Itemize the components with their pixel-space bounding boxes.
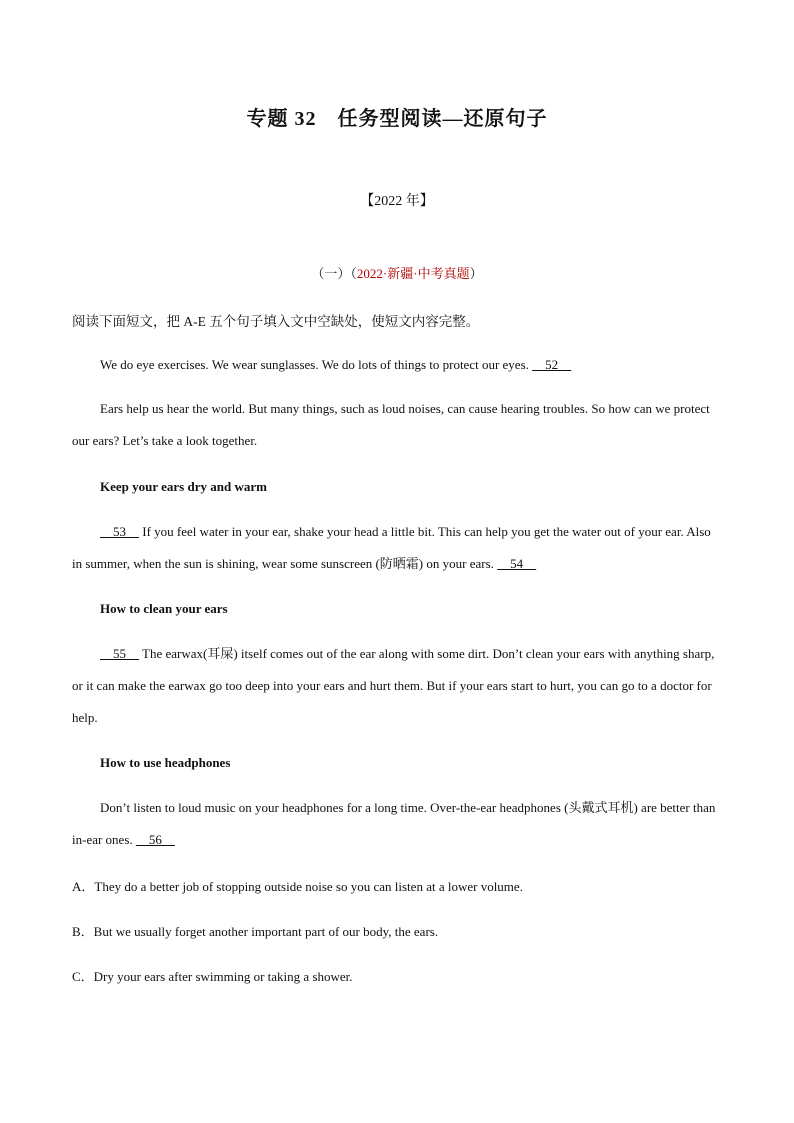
- option-a: A．They do a better job of stopping outside noise so you can listen at a lower volume.: [72, 879, 523, 894]
- option-b: B．But we usually forget another important part of our body, the ears.: [72, 924, 439, 939]
- subheading-clean: How to clean your ears: [100, 601, 228, 616]
- paragraph-5: [72, 792, 722, 856]
- option-c: C．Dry your ears after swimming or taking a shower.: [72, 969, 353, 984]
- blank-53: 53: [100, 524, 139, 539]
- paragraph-5-text: Don’t listen to loud music on your headphones for a long time. Over-the-ear headphones (头戴式耳机) are better than in-ear ones.: [72, 800, 716, 847]
- blank-56: 56: [135, 832, 175, 847]
- paragraph-1-text: We do eye exercises. We wear sunglasses. We do lots of things to protect our eyes.: [100, 357, 533, 372]
- blank-52: 52: [532, 357, 572, 372]
- source-prefix: （一）（: [311, 266, 357, 281]
- paragraph-3: [72, 516, 722, 580]
- page-title: 专题 32 任务型阅读—还原句子: [246, 108, 548, 130]
- source-exam: 2022·新疆·中考真题: [356, 266, 470, 281]
- blank-54: 54: [497, 556, 537, 571]
- subheading-dry-warm: Keep your ears dry and warm: [100, 479, 267, 494]
- question-source: [0, 263, 794, 282]
- subheading-headphones: How to use headphones: [100, 755, 231, 770]
- paragraph-4: [72, 638, 722, 734]
- paragraph-4-text: The earwax(耳屎) itself comes out of the ear along with some dirt. Don’t clean your ears with anything sharp, or it can make the earwax go too deep into your ears and hurt them. But if your ears start to hurt, you can go to a doctor for help.: [72, 646, 715, 725]
- paragraph-1: [72, 349, 722, 381]
- paragraph-2: Ears help us hear the world. But many things, such as loud noises, can cause hearing troubles. So how can we protect our ears? Let’s take a look together.: [72, 401, 710, 448]
- blank-55: 55: [100, 646, 139, 661]
- source-suffix: ）: [469, 266, 483, 281]
- paragraph-3-text: If you feel water in your ear, shake your head a little bit. This can help you get the water out of your ear. Also in summer, when the sun is shining, wear some sunscreen (防晒霜) on your ears.: [72, 524, 711, 571]
- instruction-text: 阅读下面短文，把 A-E 五个句子填入文中空缺处，使短文内容完整。: [72, 314, 480, 329]
- year-heading: 【2022 年】: [360, 194, 434, 209]
